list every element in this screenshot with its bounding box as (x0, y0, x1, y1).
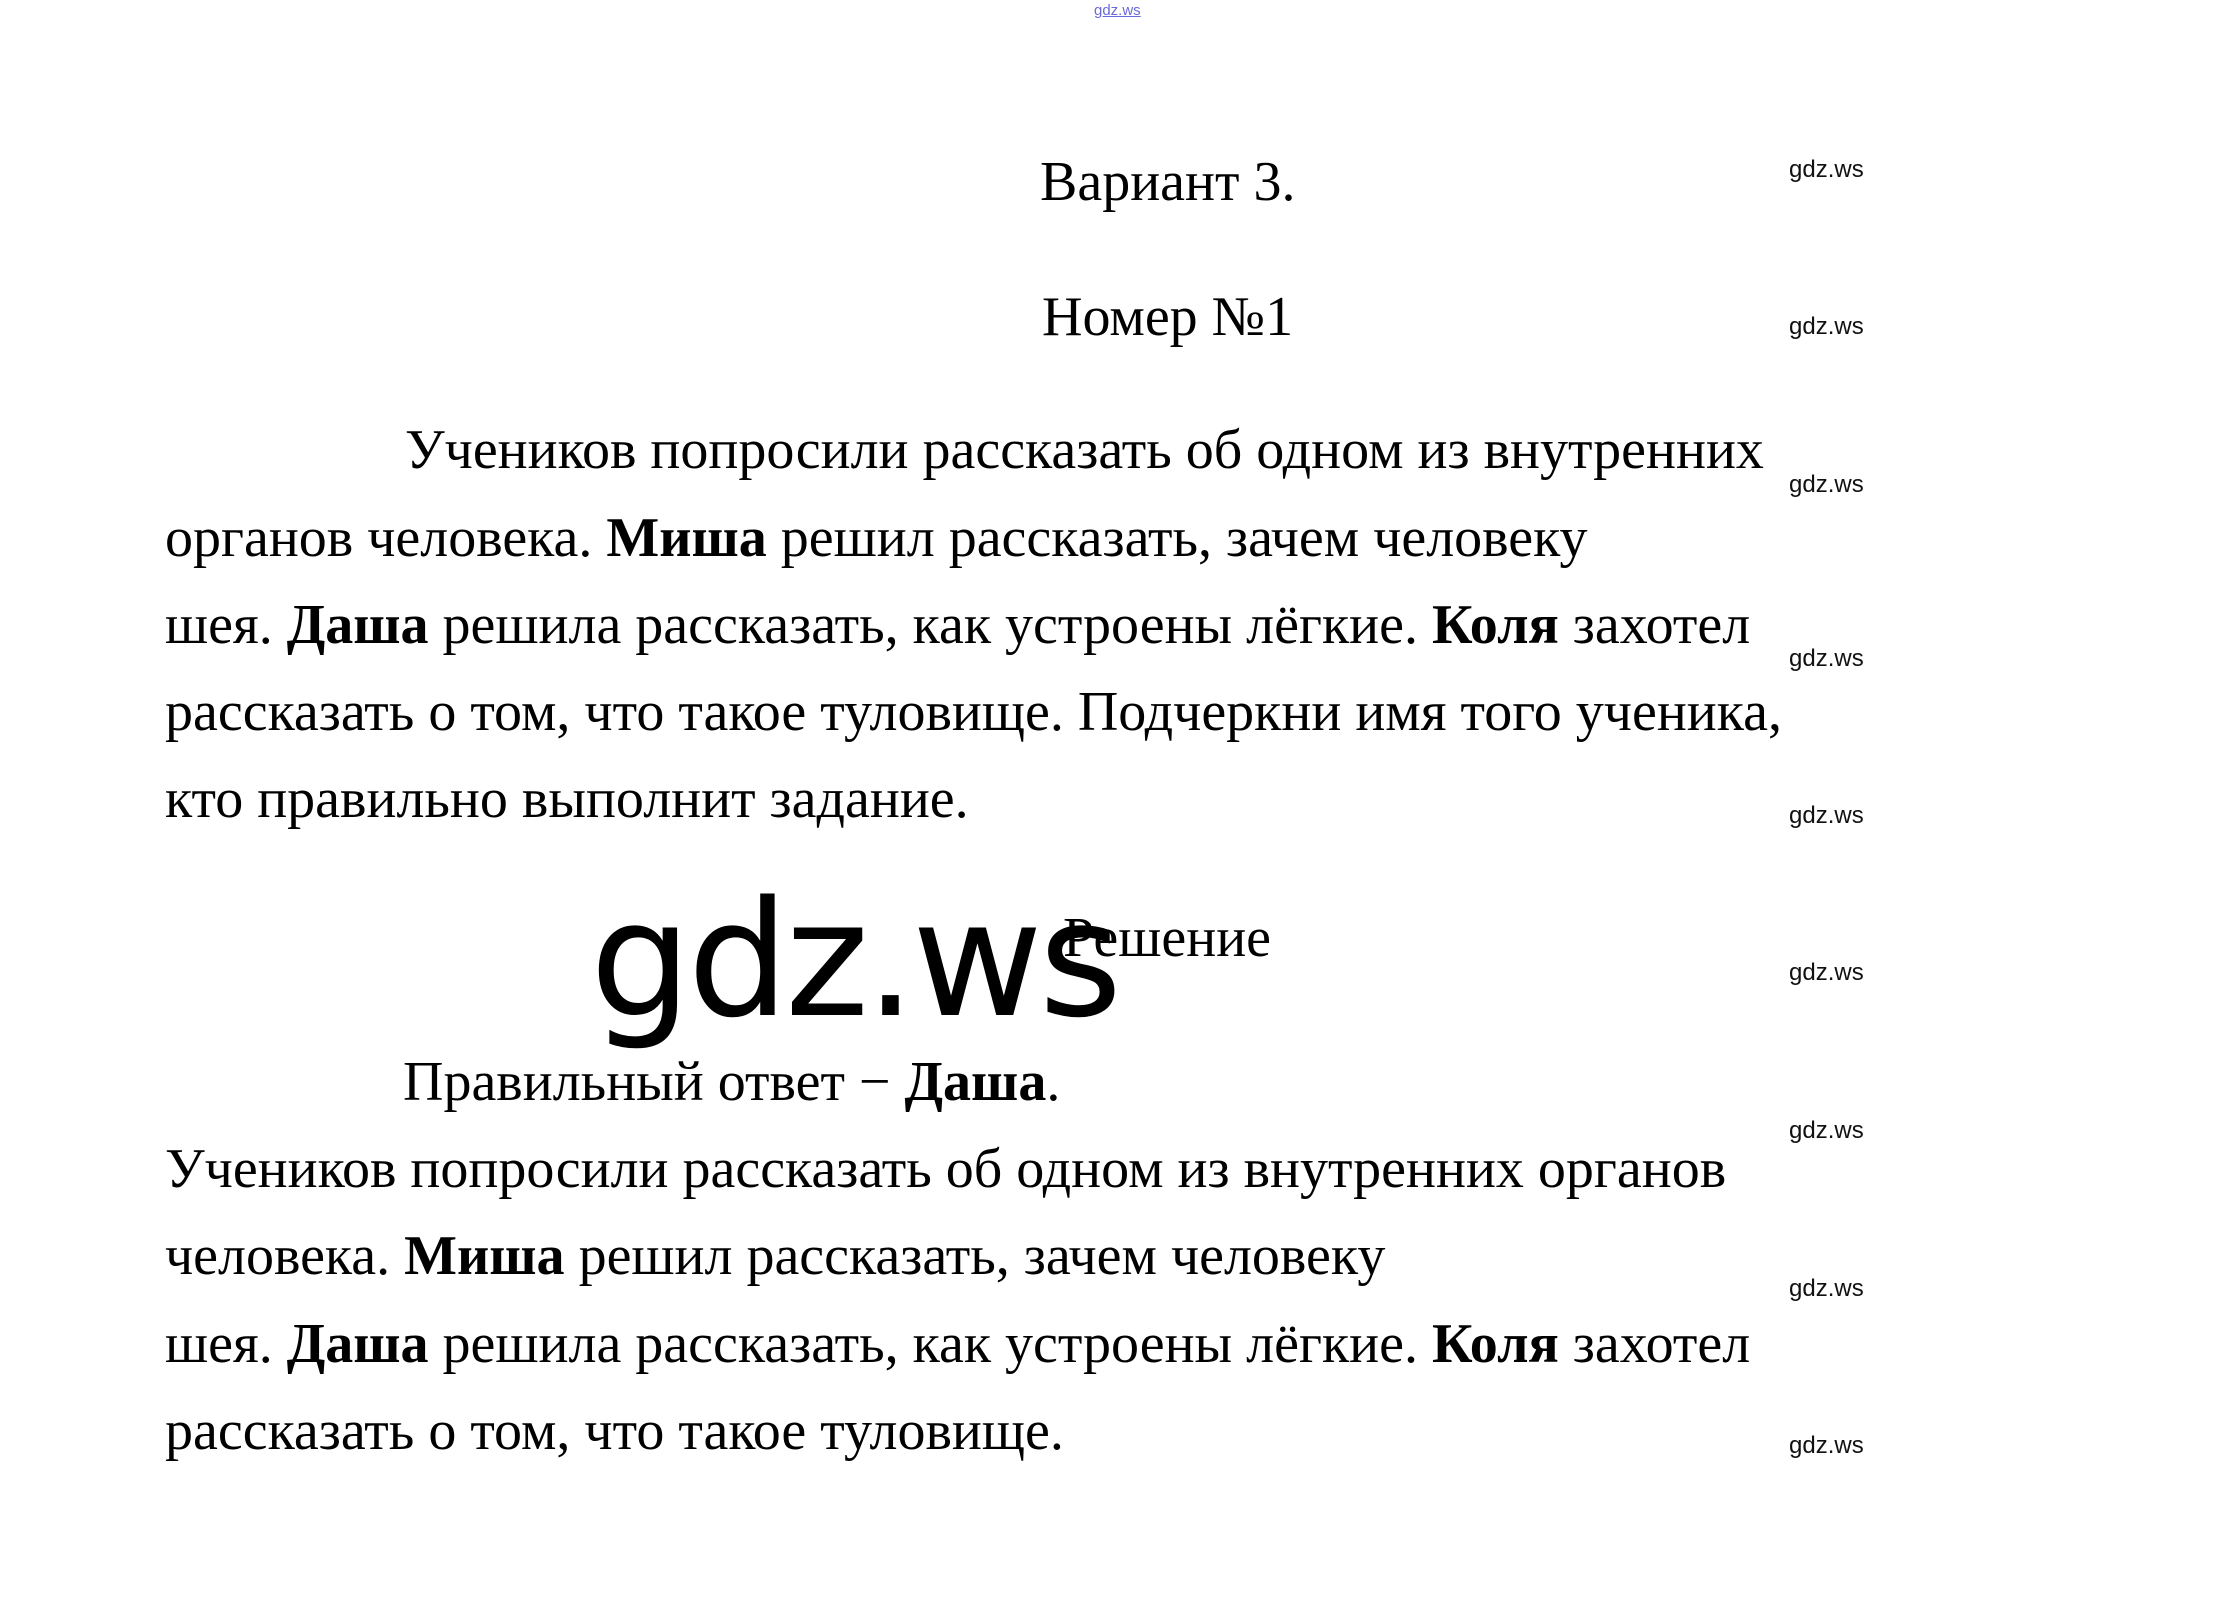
watermark: gdz.ws (1789, 959, 1864, 986)
name-dasha: Даша (286, 1313, 429, 1375)
task-number: Номер №1 (1042, 286, 1294, 348)
top-watermark[interactable]: gdz.ws (1094, 2, 1141, 19)
name-kolya: Коля (1431, 1313, 1559, 1375)
watermark: gdz.ws (1789, 471, 1864, 498)
variant-title: Вариант 3. (1040, 151, 1296, 213)
watermark: gdz.ws (1789, 1275, 1864, 1302)
solution-line: Учеников попросили рассказать об одном из внутренних органов (165, 1138, 1727, 1200)
answer-line: Правильный ответ − Даша. (403, 1051, 1061, 1113)
solution-line: человека. Миша решил рассказать, зачем человеку (165, 1225, 1386, 1287)
task-line: рассказать о том, что такое туловище. Подчеркни имя того ученика, (165, 681, 1782, 743)
name-misha: Миша (606, 507, 767, 569)
watermark: gdz.ws (1789, 313, 1864, 340)
solution-label: Решение (1063, 907, 1272, 969)
watermark: gdz.ws (1789, 645, 1864, 672)
answer-name: Даша (904, 1051, 1047, 1113)
solution-line: шея. Даша решила рассказать, как устроены лёгкие. Коля захотел (165, 1313, 1751, 1375)
name-dasha: Даша (286, 594, 429, 656)
task-line: шея. Даша решила рассказать, как устроены лёгкие. Коля захотел (165, 594, 1751, 656)
task-line: кто правильно выполнит задание. (165, 768, 969, 830)
task-line: органов человека. Миша решил рассказать, зачем человеку (165, 507, 1588, 569)
task-line: Учеников попросили рассказать об одном из внутренних (405, 419, 1764, 481)
solution-line: рассказать о том, что такое туловище. (165, 1400, 1064, 1462)
name-kolya: Коля (1431, 594, 1559, 656)
watermark: gdz.ws (1789, 156, 1864, 183)
watermark: gdz.ws (1789, 1117, 1864, 1144)
watermark: gdz.ws (1789, 1432, 1864, 1459)
watermark: gdz.ws (1789, 802, 1864, 829)
site-logo: gdz.ws (590, 866, 1119, 1053)
name-misha: Миша (404, 1225, 565, 1287)
